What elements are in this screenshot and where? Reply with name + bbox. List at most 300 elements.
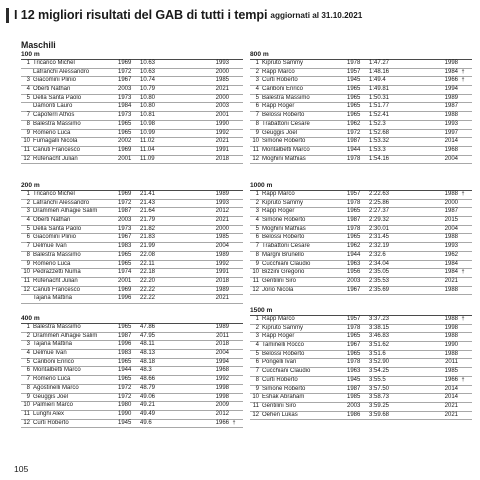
performance: 22.08 — [140, 251, 156, 258]
performance: 47.86 — [140, 324, 156, 330]
birth-year: 1945 — [347, 376, 361, 383]
table-row — [21, 60, 243, 69]
result-year: 2021 — [444, 402, 458, 409]
event-block-1000m — [250, 181, 472, 295]
event-heading: 200 m — [21, 181, 243, 191]
athlete-name: Delmué Ivan — [33, 243, 67, 250]
athlete-name: Geuggis Joel — [262, 129, 298, 136]
deceased-mark — [458, 403, 468, 411]
table-row — [250, 261, 472, 270]
athlete-name: Bizzini Gregorio — [262, 269, 305, 276]
birth-year: 1944 — [118, 367, 132, 374]
performance: 47.95 — [140, 332, 156, 339]
table-row — [250, 394, 472, 403]
birth-year: 1972 — [118, 384, 132, 391]
birth-year: 1965 — [118, 129, 132, 136]
athlete-name: Balestra Massimo — [33, 324, 81, 330]
performance: 1:53.3 — [369, 146, 386, 153]
performance: 48.18 — [140, 358, 156, 365]
table-row — [250, 234, 472, 243]
table-row — [250, 243, 472, 252]
deceased-mark — [458, 147, 468, 155]
rank: 7 — [255, 368, 259, 375]
birth-year: 1944 — [347, 146, 361, 153]
table-row — [250, 351, 472, 360]
result-year: 2009 — [215, 402, 229, 409]
performance: 1:51.77 — [369, 103, 390, 110]
table-row — [21, 200, 243, 209]
deceased-mark — [229, 86, 239, 94]
deceased-mark: † — [461, 68, 465, 75]
page-subtitle: aggiornati al 31.10.2021 — [270, 10, 363, 20]
birth-year: 1965 — [118, 358, 132, 365]
athlete-name: Della Santa Paolo — [33, 225, 82, 232]
rank: 11 — [23, 146, 30, 153]
birth-year: 2003 — [118, 86, 132, 93]
rank: 6 — [255, 359, 259, 366]
deceased-mark — [458, 208, 468, 216]
result-year: 1992 — [215, 260, 229, 267]
deceased-mark — [229, 234, 239, 242]
result-year: 2018 — [215, 277, 229, 284]
event-block-200m — [21, 181, 243, 304]
table-row — [250, 226, 472, 235]
performance: 2:32.6 — [369, 251, 386, 258]
deceased-mark — [229, 147, 239, 155]
result-year: 2014 — [444, 138, 458, 145]
result-year: 2004 — [444, 225, 458, 232]
athlete-name: Balestra Massimo — [33, 120, 81, 127]
performance: 10.81 — [140, 112, 156, 119]
table-row — [21, 341, 243, 350]
result-year: 1998 — [215, 384, 229, 391]
rank: 2 — [255, 68, 259, 75]
table-row — [250, 386, 472, 395]
birth-year: 1972 — [118, 68, 132, 75]
athlete-name: Rüfenacht Julian — [33, 277, 78, 284]
performance: 1:49.81 — [369, 86, 390, 93]
performance: 10.74 — [140, 77, 156, 84]
birth-year: 1965 — [347, 333, 361, 340]
performance: 3:59.68 — [369, 411, 390, 418]
page-title: I 12 migliori risultati del GAB di tutti i tempi — [14, 8, 268, 22]
rank: 2 — [26, 199, 30, 206]
birth-year: 2003 — [347, 277, 361, 284]
athlete-name: Simone Roberto — [262, 385, 306, 392]
page-header — [6, 6, 362, 24]
result-year: 1984 — [444, 68, 458, 75]
athlete-name: Rapp Roger — [262, 208, 295, 215]
birth-year: 1986 — [347, 411, 361, 418]
deceased-mark — [458, 200, 468, 208]
athlete-name: Romerio Luca — [33, 376, 71, 383]
athlete-name: Gentilini Siro — [262, 277, 297, 284]
result-year: 1998 — [444, 324, 458, 331]
table-row — [250, 86, 472, 95]
table-row — [250, 69, 472, 78]
deceased-mark — [458, 121, 468, 129]
rank: 6 — [26, 234, 30, 241]
deceased-mark — [229, 411, 239, 419]
result-year: 2001 — [215, 112, 229, 119]
table-row — [21, 138, 243, 147]
athlete-name: Moghini Mathias — [262, 225, 306, 232]
rank: 10 — [23, 402, 30, 409]
deceased-mark — [458, 60, 468, 68]
performance: 1:50.31 — [369, 94, 390, 101]
performance: 10.63 — [140, 60, 156, 66]
deceased-mark: † — [461, 269, 465, 276]
performance: 49.06 — [140, 393, 156, 400]
deceased-mark: † — [461, 376, 465, 383]
deceased-mark — [229, 269, 239, 277]
birth-year: 1996 — [118, 295, 132, 302]
performance: 3:52.90 — [369, 359, 390, 366]
result-year: 1966 — [444, 77, 458, 84]
rank: 5 — [26, 225, 30, 232]
table-row — [250, 377, 472, 386]
rank: 9 — [26, 260, 30, 267]
table-row — [21, 243, 243, 252]
deceased-mark — [458, 368, 468, 376]
performance: 10.98 — [140, 120, 156, 127]
birth-year: 1956 — [347, 269, 361, 276]
birth-year: 2001 — [118, 155, 132, 162]
athlete-name: Gentilini Siro — [262, 402, 297, 409]
athlete-name: Kipruto Sammy — [262, 199, 304, 206]
deceased-mark — [458, 226, 468, 234]
performance: 3:54.25 — [369, 368, 390, 375]
performance: 2:35.05 — [369, 269, 390, 276]
athlete-name: Rapp Marco — [262, 68, 295, 75]
rank: 3 — [26, 208, 30, 215]
deceased-mark — [229, 295, 239, 303]
table-row — [21, 402, 243, 411]
athlete-name: Cariboni Enrico — [33, 358, 75, 365]
result-year: 1989 — [215, 286, 229, 293]
birth-year: 1978 — [347, 155, 361, 162]
table-row — [250, 156, 472, 165]
table-row — [21, 156, 243, 165]
birth-year: 1969 — [118, 191, 132, 197]
deceased-mark — [229, 69, 239, 77]
event-block-400m — [21, 314, 243, 428]
table-row — [21, 385, 243, 394]
deceased-mark — [458, 287, 468, 295]
rank: 10 — [23, 269, 30, 276]
rank: 4 — [26, 217, 30, 224]
performance: 21.82 — [140, 225, 156, 232]
birth-year: 1965 — [347, 208, 361, 215]
performance: 22.22 — [140, 286, 156, 293]
athlete-name: Rapp Roger — [262, 103, 295, 110]
athlete-name: Belossi Roberto — [262, 112, 305, 119]
rank: 12 — [23, 155, 30, 162]
table-row — [250, 368, 472, 377]
result-year: 2011 — [216, 332, 229, 339]
result-year: 1993 — [215, 60, 229, 66]
rank: 11 — [23, 277, 30, 284]
performance: 11.09 — [140, 155, 155, 162]
event-heading: 1500 m — [250, 306, 472, 316]
table-row — [21, 287, 243, 296]
result-year: 2018 — [215, 155, 229, 162]
athlete-name: Montalbetti Marco — [33, 367, 81, 374]
birth-year: 1969 — [118, 146, 132, 153]
performance: 1:52.3 — [369, 120, 386, 127]
performance: 3:55.5 — [369, 376, 386, 383]
result-year: 2014 — [444, 385, 458, 392]
table-row — [250, 200, 472, 209]
performance: 10.79 — [140, 86, 156, 93]
table-row — [21, 191, 243, 200]
athlete-name: Cucchiani Claudio — [262, 368, 311, 375]
rank: 10 — [252, 138, 259, 145]
table-row — [21, 420, 243, 429]
athlete-name: Tricarico Michel — [33, 60, 75, 66]
deceased-mark — [229, 252, 239, 260]
deceased-mark — [229, 402, 239, 410]
performance: 21.79 — [140, 217, 156, 224]
result-year: 1966 — [444, 376, 458, 383]
athlete-name: Canuti Francesco — [33, 286, 81, 293]
birth-year: 1978 — [347, 324, 361, 331]
performance: 21.99 — [140, 243, 156, 250]
rank: 5 — [255, 225, 259, 232]
athlete-name: Taminelli Rocco — [262, 342, 305, 349]
rank: 10 — [252, 394, 259, 401]
rank: 8 — [26, 120, 30, 127]
athlete-name: Damonti Lauro — [33, 103, 73, 110]
athlete-name: Palmieri Marco — [33, 402, 74, 409]
birth-year: 2003 — [347, 402, 361, 409]
rank: 8 — [255, 120, 259, 127]
result-year: 1988 — [444, 316, 458, 322]
birth-year: 1965 — [347, 86, 361, 93]
deceased-mark — [229, 208, 239, 216]
performance: 10.80 — [140, 103, 156, 110]
result-year: 1966 — [215, 419, 229, 426]
birth-year: 1996 — [118, 341, 132, 348]
birth-year: 1969 — [118, 60, 132, 66]
deceased-mark — [229, 77, 239, 85]
result-year: 1989 — [444, 94, 458, 101]
performance: 3:51.6 — [369, 350, 386, 357]
performance: 1:53.32 — [369, 138, 390, 145]
deceased-mark — [229, 394, 239, 402]
deceased-mark — [458, 234, 468, 242]
performance: 1:49.4 — [369, 77, 386, 84]
table-row — [21, 130, 243, 139]
result-year: 1991 — [215, 146, 229, 153]
birth-year: 1965 — [347, 94, 361, 101]
performance: 10.80 — [140, 94, 156, 101]
event-block-100m — [21, 50, 243, 164]
table-row — [250, 217, 472, 226]
athlete-name: Margni Brunello — [262, 251, 305, 258]
birth-year: 1957 — [347, 68, 361, 75]
event-heading: 800 m — [250, 50, 472, 60]
deceased-mark — [458, 217, 468, 225]
table-row — [21, 252, 243, 261]
performance: 1:52.41 — [369, 112, 390, 119]
table-row — [250, 121, 472, 130]
birth-year: 1972 — [347, 129, 361, 136]
deceased-mark — [458, 325, 468, 333]
table-row — [250, 60, 472, 69]
table-row — [21, 324, 243, 333]
result-year: 2000 — [215, 94, 229, 101]
result-year: 1988 — [444, 350, 458, 357]
performance: 2:29.32 — [369, 217, 390, 224]
page-number: 105 — [14, 464, 29, 474]
performance: 21.83 — [140, 234, 156, 241]
table-row — [250, 403, 472, 412]
result-year: 1985 — [215, 77, 229, 84]
result-year: 2021 — [215, 295, 229, 302]
performance: 1:54.16 — [369, 155, 390, 162]
rank: 8 — [26, 251, 30, 258]
athlete-name: Lunghi Alex — [33, 410, 65, 417]
table-row — [250, 269, 472, 278]
table-row — [21, 350, 243, 359]
deceased-mark — [229, 138, 239, 146]
rank: 7 — [26, 243, 30, 250]
event-block-800m — [250, 50, 472, 164]
table-row — [21, 269, 243, 278]
result-year: 1988 — [444, 191, 458, 197]
performance: 48.3 — [140, 367, 152, 374]
event-heading: 100 m — [21, 50, 243, 60]
athlete-name: Pongelli Ivan — [262, 359, 297, 366]
result-year: 2018 — [215, 341, 229, 348]
deceased-mark — [229, 324, 239, 332]
result-year: 2011 — [445, 359, 458, 366]
deceased-mark — [229, 350, 239, 358]
deceased-mark — [458, 278, 468, 286]
athlete-name: Jorio Nicola — [262, 286, 294, 293]
table-row — [21, 217, 243, 226]
birth-year: 1945 — [347, 77, 361, 84]
performance: 22.20 — [140, 277, 156, 284]
deceased-mark — [229, 95, 239, 103]
table-row — [21, 234, 243, 243]
deceased-mark: † — [232, 419, 236, 426]
rank: 4 — [255, 342, 259, 349]
deceased-mark — [229, 243, 239, 251]
deceased-mark — [458, 243, 468, 251]
result-year: 2000 — [215, 225, 229, 232]
table-row — [250, 112, 472, 121]
rank: 5 — [26, 358, 30, 365]
deceased-mark — [229, 367, 239, 375]
birth-year: 1962 — [347, 120, 361, 127]
performance: 3:59.25 — [369, 402, 390, 409]
birth-year: 1967 — [118, 234, 132, 241]
deceased-mark — [458, 394, 468, 402]
result-year: 1990 — [215, 120, 229, 127]
table-row — [21, 226, 243, 235]
birth-year: 1965 — [118, 324, 132, 330]
table-row — [250, 95, 472, 104]
deceased-mark — [229, 200, 239, 208]
rank: 7 — [255, 112, 259, 119]
athlete-name: Lafranchi Alessandro — [33, 68, 90, 75]
athlete-name: Cucchiani Claudio — [262, 260, 311, 267]
performance: 11.04 — [140, 146, 155, 153]
result-year: 1993 — [444, 120, 458, 127]
table-row — [21, 411, 243, 420]
athlete-name: Rapp Marco — [262, 191, 295, 197]
table-row — [21, 278, 243, 287]
rank: 6 — [255, 103, 259, 110]
athlete-name: Pedrazzetti Numa — [33, 269, 81, 276]
athlete-name: Oberti Nathan — [33, 86, 71, 93]
performance: 22.11 — [140, 260, 155, 267]
athlete-name: Oberti Nathan — [33, 217, 71, 224]
athlete-name: Cariboni Enrico — [262, 86, 304, 93]
result-year: 2021 — [215, 86, 229, 93]
rank: 1 — [255, 316, 259, 322]
rank: 12 — [252, 286, 259, 293]
result-year: 1988 — [444, 333, 458, 340]
performance: 3:38.15 — [369, 324, 390, 331]
deceased-mark — [229, 130, 239, 138]
deceased-mark — [229, 112, 239, 120]
result-year: 2003 — [215, 103, 229, 110]
performance: 3:46.83 — [369, 333, 390, 340]
birth-year: 1965 — [347, 103, 361, 110]
deceased-mark: † — [461, 77, 465, 84]
table-row — [250, 333, 472, 342]
rank: 3 — [26, 341, 30, 348]
deceased-mark — [229, 333, 239, 341]
table-row — [250, 325, 472, 334]
birth-year: 1945 — [118, 419, 132, 426]
table-row — [250, 412, 472, 421]
rank: 4 — [26, 350, 30, 357]
result-year: 2012 — [215, 208, 229, 215]
table-row — [21, 103, 243, 112]
birth-year: 1973 — [118, 94, 132, 101]
birth-year: 1965 — [118, 251, 132, 258]
athlete-name: Capoferri Athos — [33, 112, 75, 119]
birth-year: 1987 — [118, 332, 132, 339]
rank: 8 — [255, 376, 259, 383]
table-row — [21, 147, 243, 156]
deceased-mark — [229, 60, 239, 68]
athlete-name: Trabattoni Cesare — [262, 243, 310, 250]
deceased-mark — [458, 351, 468, 359]
table-row — [21, 295, 243, 304]
rank: 3 — [255, 208, 259, 215]
rank — [21, 103, 33, 111]
birth-year: 1967 — [347, 286, 361, 293]
athlete-name: Fumagalli Nicola — [33, 138, 78, 145]
athlete-name: Lafranchi Alessandro — [33, 199, 90, 206]
deceased-mark — [458, 252, 468, 260]
rank — [21, 295, 33, 303]
birth-year: 1963 — [347, 260, 361, 267]
performance: 1:48.16 — [369, 68, 390, 75]
birth-year: 1978 — [347, 60, 361, 66]
performance: 48.66 — [140, 376, 156, 383]
birth-year: 1987 — [347, 217, 361, 224]
result-year: 1968 — [444, 146, 458, 153]
athlete-name: Canuti Francesco — [33, 146, 81, 153]
performance: 2:35.53 — [369, 277, 390, 284]
table-row — [21, 95, 243, 104]
